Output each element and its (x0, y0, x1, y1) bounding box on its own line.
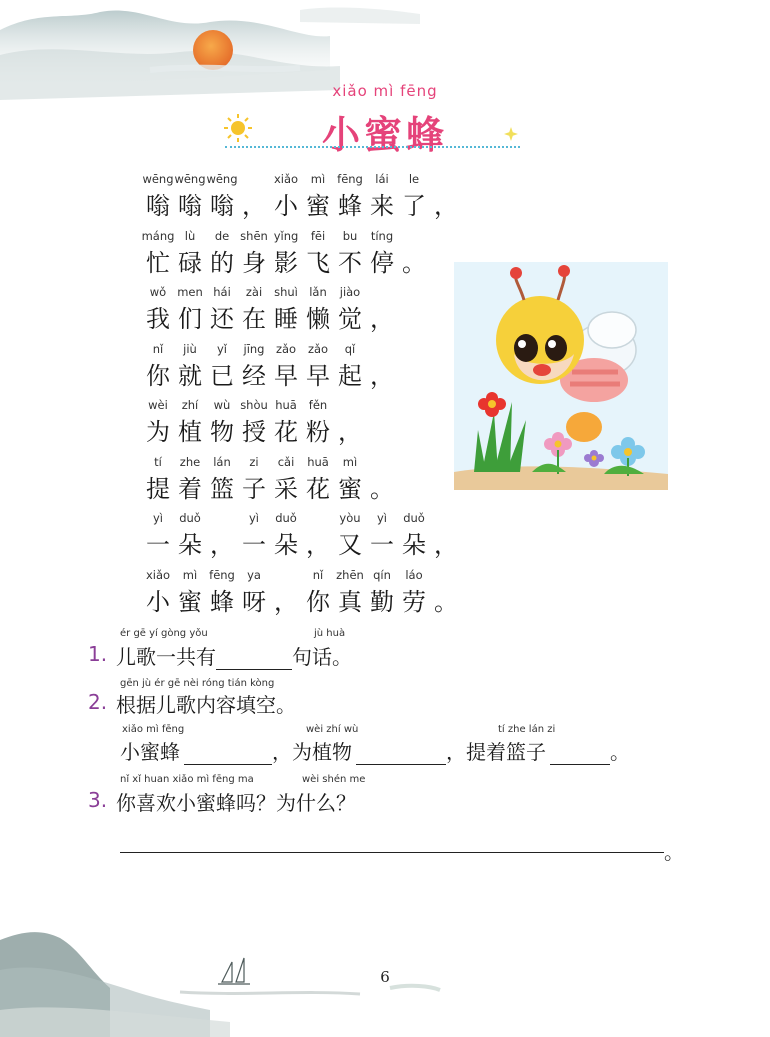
poem-char: 睡 (274, 305, 298, 333)
poem-char: 粉 (306, 418, 330, 446)
q3-end: 。 (664, 840, 684, 864)
poem-pinyin-syllable: zhēn (336, 567, 364, 582)
poem-pinyin-syllable: zi (249, 454, 259, 469)
poem-char: 早 (274, 361, 298, 390)
poem-pinyin-syllable: jīng (243, 341, 265, 356)
poem-char: 。 (370, 474, 394, 503)
poem-pinyin-syllable: bu (342, 228, 358, 243)
poem-pinyin-syllable: xiǎo (273, 172, 299, 186)
poem-char: 采 (274, 474, 298, 503)
poem-pinyin-syllable: duǒ (275, 511, 297, 525)
poem-pinyin-syllable: yì (152, 511, 163, 525)
poem-line (142, 229, 462, 285)
poem-char: 一 (370, 531, 394, 559)
poem-char: 起 (338, 361, 362, 390)
poem-char: 植 (178, 418, 202, 446)
poem-char: 来 (370, 192, 394, 220)
poem-line (142, 285, 462, 341)
poem-pinyin-syllable: hái (213, 285, 231, 299)
q2-fill-1-text: 小蜜蜂 (120, 740, 180, 764)
poem-pinyin-syllable: yǐng (273, 228, 299, 243)
poem-char: 呀 (242, 587, 266, 616)
poem-pinyin-syllable: yǐ (216, 341, 227, 356)
poem-char: 蜂 (210, 587, 234, 616)
poem-pinyin-syllable: mì (182, 567, 198, 582)
poem-line (142, 172, 462, 228)
q1-number: 1. (88, 642, 108, 666)
poem-pinyin-syllable: wù (213, 398, 231, 412)
poem-pinyin-syllable: tí (154, 454, 162, 469)
poem-pinyin-syllable: mì (342, 454, 358, 469)
poem-pinyin-syllable: qín (373, 567, 391, 582)
poem-char: 。 (402, 248, 426, 277)
poem-char: 还 (210, 305, 234, 333)
poem-pinyin-syllable: jiào (339, 285, 361, 299)
poem-char: 的 (210, 248, 234, 277)
q1-pinyin-a: ér gē yí gòng yǒu (120, 628, 208, 639)
poem-char: 子 (242, 474, 266, 503)
poem-pinyin-syllable: wēng (142, 172, 174, 186)
q1-text-a: 儿歌一共有 (116, 645, 216, 669)
poem-char: 真 (338, 587, 362, 616)
poem-line (142, 511, 462, 567)
poem-char: 觉 (338, 305, 362, 333)
poem-char: 提 (146, 474, 170, 503)
q2-blank-1[interactable] (184, 744, 272, 765)
poem-pinyin-syllable: fěn (308, 398, 328, 412)
poem-char: 朵 (178, 531, 202, 559)
poem-char: ， (306, 531, 330, 559)
q2-fill-3-text: ，提着篮子 (446, 740, 546, 764)
poem-char: 一 (242, 531, 266, 559)
top-landscape-decoration (0, 0, 770, 120)
poem-char: ， (370, 361, 394, 390)
poem-pinyin-syllable: zǎo (307, 341, 329, 356)
poem-pinyin-syllable: huā (275, 398, 297, 412)
poem-line (142, 568, 462, 624)
poem-pinyin-syllable: cǎi (277, 454, 295, 469)
poem-pinyin-syllable: láo (405, 567, 423, 582)
poem-pinyin-syllable: le (408, 172, 420, 186)
poem-pinyin-syllable: duǒ (403, 511, 425, 525)
poem-char: 我 (146, 305, 170, 333)
poem-pinyin-syllable: nǐ (312, 567, 324, 582)
poem-pinyin-syllable: xiǎo (145, 567, 171, 582)
poem-char: 了 (402, 192, 426, 220)
q1-answer-blank[interactable] (216, 649, 292, 670)
poem-char: 就 (178, 361, 202, 390)
poem-pinyin-syllable: men (177, 285, 203, 299)
poem-char: 影 (274, 248, 298, 277)
poem-pinyin-syllable: yì (376, 511, 387, 525)
poem-char: ， (338, 418, 362, 446)
poem-pinyin-syllable: yòu (339, 511, 361, 525)
poem-pinyin-syllable: duǒ (179, 511, 201, 525)
q1-text-b: 句话。 (292, 645, 352, 669)
poem-char: 又 (338, 531, 362, 559)
q2-fill-3-pinyin: tí zhe lán zi (498, 724, 556, 735)
poem-char: ， (370, 305, 394, 333)
poem-char: 嗡 (178, 192, 202, 220)
poem-char: 蜜 (306, 192, 330, 220)
poem-pinyin-syllable: de (214, 228, 230, 243)
poem-pinyin-syllable: jiù (183, 341, 197, 356)
star-icon (503, 126, 519, 142)
poem-pinyin-syllable: máng (141, 228, 175, 243)
poem-pinyin-syllable: zhí (181, 398, 199, 412)
q2-fill-2-pinyin: wèi zhí wù (306, 724, 359, 735)
poem-char: 小 (274, 192, 298, 220)
poem-char: 们 (178, 305, 202, 333)
poem-line (142, 455, 462, 511)
poem-pinyin-syllable: shòu (240, 398, 268, 412)
poem-char: 你 (146, 361, 170, 390)
poem-pinyin-syllable: nǐ (152, 341, 164, 356)
poem-line-hanzi (142, 412, 462, 446)
q2-fill-2-text: ，为植物 (272, 740, 352, 764)
poem-line-hanzi (142, 299, 462, 333)
poem-pinyin-syllable: wēng (206, 172, 238, 186)
poem-char: ， (274, 587, 298, 616)
poem-char: 懒 (306, 305, 330, 333)
q1-pinyin-b: jù huà (314, 628, 346, 639)
poem-char: 物 (210, 418, 234, 446)
poem-pinyin-syllable: mì (310, 172, 326, 186)
poem-pinyin-syllable: lán (213, 454, 231, 469)
poem-pinyin-syllable: zǎo (275, 341, 297, 356)
sun-circle (193, 30, 233, 70)
poem-char: 忙 (146, 248, 170, 277)
title-underline (225, 146, 520, 148)
poem-char: 蜂 (338, 192, 362, 220)
poem-pinyin-syllable: zài (245, 285, 263, 299)
poem-char: ， (434, 192, 458, 220)
poem-char: 经 (242, 361, 266, 390)
q2-number: 2. (88, 690, 108, 714)
poem-char: 飞 (306, 248, 330, 277)
poem-char: 勤 (370, 587, 394, 616)
q2-blank-3[interactable] (550, 744, 610, 765)
q3-text-b: 为什么？ (276, 791, 356, 815)
q3-text (116, 787, 356, 816)
q2-fill-row (120, 736, 630, 765)
poem-char: 嗡 (210, 192, 234, 220)
poem-line-hanzi (142, 186, 462, 220)
poem-char: 嗡 (146, 192, 170, 220)
poem-char: 朵 (402, 531, 426, 559)
poem-line-hanzi (142, 356, 462, 390)
poem-pinyin-syllable: shuì (274, 285, 298, 299)
poem-char: 花 (274, 418, 298, 446)
poem-pinyin-syllable: fēi (310, 228, 326, 243)
poem-char: 篮 (210, 474, 234, 503)
poem-line (142, 342, 462, 398)
page-title: 小蜜蜂 (321, 113, 448, 157)
poem-pinyin-syllable: fēng (209, 567, 235, 582)
q3-number: 3. (88, 788, 108, 812)
q2-fill-1-pinyin: xiǎo mì fēng (122, 724, 185, 735)
poem-char: 停 (370, 248, 394, 277)
poem-char: 你 (306, 587, 330, 616)
q3-pinyin-b: wèi shén me (302, 774, 366, 785)
poem-pinyin-syllable: qǐ (344, 341, 356, 356)
poem-char: 早 (306, 361, 330, 390)
poem-line (142, 398, 462, 454)
poem-line-hanzi (142, 582, 462, 616)
q3-text-a: 你喜欢小蜜蜂吗？ (116, 791, 276, 815)
poem-pinyin-syllable: ya (247, 567, 261, 582)
q2-blank-2[interactable] (356, 744, 446, 765)
poem-char: 劳 (402, 587, 426, 616)
poem-pinyin-syllable: lù (184, 228, 196, 243)
q2-text: 根据儿歌内容填空。 (116, 693, 296, 717)
poem-pinyin-syllable: shēn (240, 228, 268, 243)
poem-char: 花 (306, 474, 330, 503)
q3-pinyin-a: nǐ xǐ huan xiǎo mì fēng ma (120, 774, 254, 785)
poem-pinyin-syllable: yì (248, 511, 259, 525)
poem-pinyin-syllable: zhe (179, 454, 201, 469)
poem-line-hanzi (142, 469, 462, 503)
poem-char: 。 (434, 587, 458, 616)
q2-pinyin: gēn jù ér gē nèi róng tián kòng (120, 678, 275, 689)
poem-line-hanzi (142, 243, 462, 277)
q3-answer-line[interactable] (120, 852, 664, 853)
poem-char: 为 (146, 418, 170, 446)
poem-char: 一 (146, 531, 170, 559)
poem-line-hanzi (142, 525, 462, 559)
poem-char: ， (210, 531, 234, 559)
poem-pinyin-syllable: lǎn (309, 285, 327, 299)
poem-pinyin-syllable: tíng (370, 228, 394, 243)
q2-end: 。 (610, 740, 630, 764)
poem-char: ， (434, 531, 458, 559)
poem-pinyin-syllable: huā (307, 454, 329, 469)
q1-text (116, 641, 352, 670)
poem-char: 小 (146, 587, 170, 616)
poem-char: 身 (242, 248, 266, 277)
page-number: 6 (380, 968, 390, 986)
bee-illustration (454, 262, 668, 490)
title-pinyin: xiǎo mì fēng (332, 82, 438, 100)
poem-pinyin-syllable: wèi (148, 398, 168, 412)
poem-pinyin-syllable: lái (375, 172, 389, 186)
poem-pinyin-syllable: wǒ (149, 285, 167, 299)
poem-char: 在 (242, 305, 266, 333)
poem-pinyin-syllable: wēng (174, 172, 206, 186)
poem-char: 蜜 (178, 587, 202, 616)
poem-char: 朵 (274, 531, 298, 559)
poem-pinyin-syllable: fēng (337, 172, 363, 186)
poem-char: 不 (338, 248, 362, 277)
poem-char: ， (242, 192, 266, 220)
sun-icon (222, 112, 254, 144)
poem-char: 授 (242, 418, 266, 446)
poem-char: 碌 (178, 248, 202, 277)
poem-char: 已 (210, 361, 234, 390)
poem-char: 蜜 (338, 474, 362, 503)
poem-char: 着 (178, 474, 202, 503)
